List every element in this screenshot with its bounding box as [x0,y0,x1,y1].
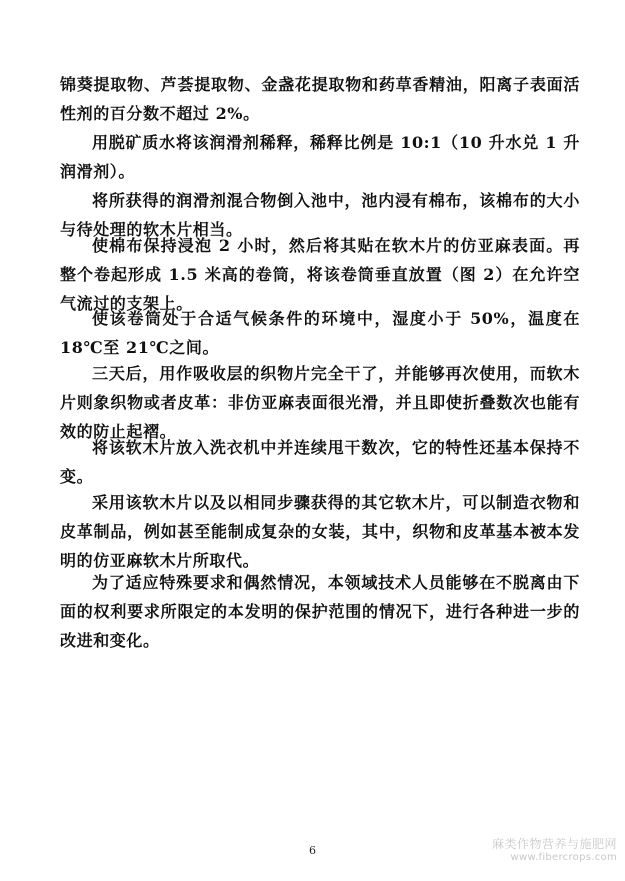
paragraph-7: 将该软木片放入洗衣机中并连续甩干数次，它的特性还基本保持不变。 [60,438,580,486]
paragraph-5: 使该卷筒处于合适气候条件的环境中，湿度小于 50%，温度在 18℃至 21℃之间。 [60,309,580,357]
page-number: 6 [309,844,316,857]
paragraph-6: 三天后，用作吸收层的织物片完全干了，并能够再次使用，而软木片则象织物或者皮革：非仿亚麻表面很光滑，并且即使折叠数次也能有效的防止起褶。 [60,364,580,441]
site-watermark [492,837,617,865]
watermark-url: www.fibercrops.com [510,852,617,863]
paragraph-3: 将所获得的润滑剂混合物倒入池中，池内浸有棉布，该棉布的大小与待处理的软木片相当。 [60,191,580,239]
paragraph-8: 采用该软木片以及以相同步骤获得的其它软木片，可以制造衣物和皮革制品，例如甚至能制成复杂的女装，其中，织物和皮革基本被本发明的仿亚麻软木片所取代。 [60,493,580,570]
paragraph-1: 锦葵提取物、芦荟提取物、金盏花提取物和药草香精油，阳离子表面活性剂的百分数不超过 2%。 [60,75,580,123]
paragraph-4: 使棉布保持浸泡 2 小时，然后将其贴在软木片的仿亚麻表面。再整个卷起形成 1.5 米高的卷筒，将该卷筒垂直放置（图 2）在允许空气流过的支架上。 [60,236,580,313]
paragraph-2: 用脱矿质水将该润滑剂稀释，稀释比例是 10:1（10 升水兑 1 升润滑剂）。 [60,133,580,181]
watermark-text: 麻类作物营养与施肥网 [491,837,617,851]
paragraph-9: 为了适应特殊要求和偶然情况，本领域技术人员能够在不脱离由下面的权利要求所限定的本发明的保护范围的情况下，进行各种进一步的改进和变化。 [60,573,580,650]
